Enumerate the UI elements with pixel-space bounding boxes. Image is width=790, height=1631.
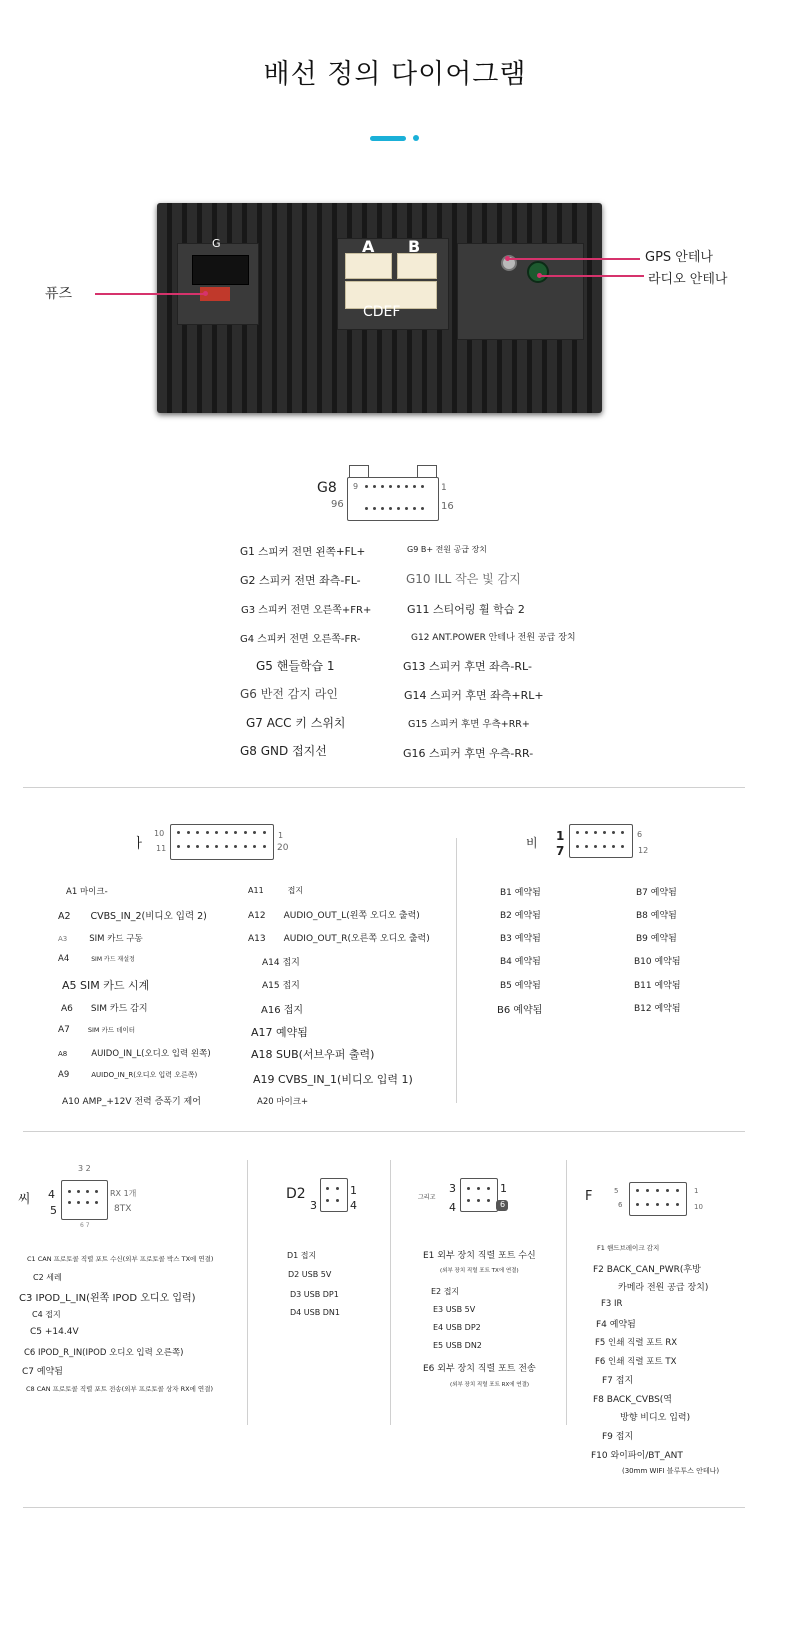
section-divider bbox=[23, 787, 745, 788]
connector-pin bbox=[206, 831, 209, 834]
g-item: G3 스피커 전면 오른쪽+FR+ bbox=[241, 605, 372, 616]
c-item: C5 +14.4V bbox=[30, 1327, 79, 1337]
a-item: A3 SIM 카드 구동 bbox=[58, 934, 143, 944]
connector-pin bbox=[676, 1203, 679, 1206]
a-item: A17 예약됨 bbox=[251, 1026, 308, 1039]
connector-pin bbox=[467, 1199, 470, 1202]
connector-b-socket bbox=[397, 253, 437, 279]
connector-pin bbox=[373, 485, 376, 488]
d-pin-1: 1 bbox=[350, 1184, 357, 1197]
f-pin-6: 6 bbox=[618, 1201, 623, 1209]
b-item: B3 예약됨 bbox=[500, 934, 541, 944]
connector-pin bbox=[225, 845, 228, 848]
connector-pin bbox=[576, 845, 579, 848]
b-item: B1 예약됨 bbox=[500, 888, 541, 898]
fuse-label: 퓨즈 bbox=[45, 286, 73, 302]
connector-pin bbox=[177, 845, 180, 848]
connector-pin bbox=[263, 845, 266, 848]
b-item: B9 예약됨 bbox=[636, 934, 677, 944]
connector-pin bbox=[405, 485, 408, 488]
connector-pin bbox=[234, 831, 237, 834]
connector-pin bbox=[381, 507, 384, 510]
connector-pin bbox=[421, 507, 424, 510]
f-pin-5: 5 bbox=[614, 1187, 619, 1195]
a-connector-diagram bbox=[170, 824, 274, 860]
column-divider bbox=[390, 1160, 391, 1425]
page-title: 배선 정의 다이어그램 bbox=[263, 59, 527, 90]
f-item: F5 인쇄 직렬 포트 RX bbox=[595, 1338, 678, 1348]
connector-pin bbox=[177, 831, 180, 834]
g-item: G16 스피커 후면 우측-RR- bbox=[403, 747, 534, 760]
a-pin-11: 11 bbox=[156, 844, 167, 853]
connector-pin bbox=[594, 845, 597, 848]
e-item: E5 USB DN2 bbox=[433, 1341, 482, 1350]
a-item: A18 SUB(서브우퍼 출력) bbox=[251, 1048, 375, 1061]
e-pin-4: 4 bbox=[449, 1201, 456, 1214]
b-item: B8 예약됨 bbox=[636, 911, 677, 921]
c-connector-name: 씨 bbox=[18, 1192, 31, 1207]
connector-pin bbox=[612, 831, 615, 834]
photo-label-a: A bbox=[362, 237, 375, 256]
a-item: A10 AMP_+12V 전력 증폭기 제어 bbox=[62, 1097, 201, 1107]
a-item: A9 AUIDO_IN_R(오디오 입력 오른쪽) bbox=[58, 1070, 198, 1080]
e-item: E3 USB 5V bbox=[433, 1305, 476, 1314]
connector-pin bbox=[206, 845, 209, 848]
c-pin-5: 5 bbox=[50, 1204, 57, 1217]
radio-socket bbox=[527, 261, 549, 283]
g-pin-16: 16 bbox=[441, 501, 454, 512]
b-pin-12: 12 bbox=[638, 846, 649, 855]
f-item-note: 카메라 전원 공급 장치) bbox=[618, 1283, 709, 1293]
a-item: A11 접지 bbox=[248, 886, 304, 895]
d-connector-diagram bbox=[320, 1178, 348, 1212]
a-item: A13 AUDIO_OUT_R(오른쪽 오디오 출력) bbox=[248, 934, 430, 944]
connector-pin bbox=[397, 485, 400, 488]
b-connector-name: 비 bbox=[526, 836, 538, 850]
connector-pin bbox=[477, 1199, 480, 1202]
connector-pin bbox=[365, 485, 368, 488]
c-pin-top: 3 2 bbox=[78, 1164, 91, 1173]
connector-pin bbox=[68, 1190, 71, 1193]
f-item: F9 접지 bbox=[602, 1432, 634, 1442]
c-connector-diagram bbox=[61, 1180, 108, 1220]
radio-pointer-line bbox=[540, 275, 644, 277]
photo-label-g: G bbox=[212, 237, 221, 250]
connector-pin bbox=[187, 845, 190, 848]
connector-pin bbox=[95, 1201, 98, 1204]
b-item: B4 예약됨 bbox=[500, 957, 541, 967]
connector-pin bbox=[594, 831, 597, 834]
a-item: A5 SIM 카드 시계 bbox=[62, 979, 150, 992]
f-item: F1 핸드브레이크 감지 bbox=[597, 1244, 660, 1252]
a-item: A2 CVBS_IN_2(비디오 입력 2) bbox=[58, 911, 207, 922]
connector-pin bbox=[244, 831, 247, 834]
c-item: C8 CAN 프로토콜 직렬 포트 전송(외부 프로토콜 상자 RX에 연결) bbox=[26, 1385, 214, 1393]
connector-pin bbox=[666, 1189, 669, 1192]
c-item: C7 예약됨 bbox=[22, 1367, 63, 1377]
e-item: E2 접지 bbox=[431, 1287, 460, 1296]
connector-pin bbox=[656, 1203, 659, 1206]
connector-pin bbox=[95, 1190, 98, 1193]
connector-pin bbox=[585, 831, 588, 834]
e-pin-3: 3 bbox=[449, 1182, 456, 1195]
f-pin-10: 10 bbox=[694, 1203, 703, 1211]
connector-pin bbox=[487, 1187, 490, 1190]
g-connector-socket bbox=[192, 255, 249, 285]
c-pin-4: 4 bbox=[48, 1188, 55, 1201]
e-pin-1: 1 bbox=[500, 1182, 507, 1195]
f-connector-name: F bbox=[585, 1189, 593, 1204]
e-item-note: (외부 장치 직렬 포트 RX에 연결) bbox=[450, 1382, 530, 1388]
connector-pin bbox=[413, 485, 416, 488]
g-connector-name: G8 bbox=[317, 480, 337, 496]
d-pin-4: 4 bbox=[350, 1199, 357, 1212]
f-item: F8 BACK_CVBS(역 bbox=[593, 1395, 672, 1405]
g-item: G13 스피커 후면 좌측-RL- bbox=[403, 660, 532, 673]
connector-pin bbox=[253, 845, 256, 848]
connector-pin bbox=[612, 845, 615, 848]
f-item: F4 예약됨 bbox=[596, 1320, 636, 1330]
g-item: G6 반전 감지 라인 bbox=[240, 687, 338, 701]
connector-pin bbox=[413, 507, 416, 510]
connector-pin bbox=[585, 845, 588, 848]
e-item-note: (외부 장치 직렬 포트 TX에 연결) bbox=[440, 1268, 519, 1274]
connector-pin bbox=[646, 1203, 649, 1206]
connector-pin bbox=[187, 831, 190, 834]
connector-pin bbox=[636, 1189, 639, 1192]
a-item: A19 CVBS_IN_1(비디오 입력 1) bbox=[253, 1073, 413, 1086]
connector-pin bbox=[196, 845, 199, 848]
a-item: A15 접지 bbox=[262, 981, 300, 991]
f-item: F7 접지 bbox=[602, 1376, 634, 1386]
b-pin-6: 6 bbox=[637, 830, 643, 839]
d-item: D2 USB 5V bbox=[288, 1270, 332, 1279]
section-divider bbox=[23, 1507, 745, 1508]
connector-pin bbox=[576, 831, 579, 834]
f-item: F10 와이파이/BT_ANT bbox=[591, 1451, 683, 1461]
e-connector-diagram bbox=[460, 1178, 498, 1212]
g-item: G9 B+ 전원 공급 장치 bbox=[407, 545, 488, 554]
connector-pin bbox=[326, 1199, 329, 1202]
a-pin-20: 20 bbox=[277, 843, 289, 853]
b-item: B2 예약됨 bbox=[500, 911, 541, 921]
a-item: A6 SIM 카드 감지 bbox=[61, 1004, 148, 1014]
c-item: C4 접지 bbox=[32, 1310, 61, 1319]
f-pin-1: 1 bbox=[694, 1187, 699, 1195]
connector-pin bbox=[215, 831, 218, 834]
a-pin-1: 1 bbox=[278, 831, 284, 840]
b-pin-1: 1 bbox=[556, 829, 565, 843]
a-item: A7 SIM 카드 데이터 bbox=[58, 1025, 136, 1035]
f-item-note: 방향 비디오 입력) bbox=[620, 1413, 691, 1423]
b-item: B11 예약됨 bbox=[634, 981, 681, 991]
d-connector-name: D2 bbox=[286, 1186, 306, 1202]
a-connector-name: ㅏ bbox=[132, 836, 146, 852]
g-item: G1 스피커 전면 왼쪽+FL+ bbox=[240, 546, 366, 558]
connector-pin bbox=[467, 1187, 470, 1190]
connector-pin bbox=[86, 1201, 89, 1204]
section-divider bbox=[23, 1131, 745, 1132]
b-pin-7: 7 bbox=[556, 844, 565, 858]
head-unit-rear-photo bbox=[157, 203, 602, 413]
g-item: G8 GND 접지선 bbox=[240, 744, 327, 758]
connector-pin bbox=[336, 1187, 339, 1190]
connector-pin bbox=[603, 845, 606, 848]
g-item: G14 스피커 후면 좌측+RL+ bbox=[404, 689, 544, 702]
e-item: E6 외부 장치 직렬 포트 전송 bbox=[423, 1364, 536, 1374]
title-accent-bar bbox=[370, 136, 406, 141]
f-item: F6 인쇄 직렬 포트 TX bbox=[595, 1357, 677, 1367]
g-item: G2 스피커 전면 좌측-FL- bbox=[240, 574, 361, 587]
c-item: C6 IPOD_R_IN(IPOD 오디오 입력 오른쪽) bbox=[24, 1348, 184, 1358]
g-item: G5 핸들학습 1 bbox=[256, 659, 335, 673]
fuse-pointer-line bbox=[95, 293, 205, 295]
connector-pin bbox=[656, 1189, 659, 1192]
b-item: B12 예약됨 bbox=[634, 1004, 681, 1014]
connector-pin bbox=[646, 1189, 649, 1192]
a-item: A16 접지 bbox=[261, 1005, 304, 1016]
gps-label: GPS 안테나 bbox=[645, 250, 713, 265]
d-item: D4 USB DN1 bbox=[290, 1308, 340, 1317]
connector-pin bbox=[326, 1187, 329, 1190]
e-item: E4 USB DP2 bbox=[433, 1323, 481, 1332]
photo-label-b: B bbox=[408, 237, 421, 256]
c-item: C1 CAN 프로토콜 직렬 포트 수신(외부 프로토콜 박스 TX에 연결) bbox=[27, 1255, 214, 1263]
connector-pin bbox=[636, 1203, 639, 1206]
connector-pin bbox=[365, 507, 368, 510]
e-connector-name: 그리고 bbox=[418, 1194, 436, 1201]
d-pin-3: 3 bbox=[310, 1199, 317, 1212]
g-item: G10 ILL 작은 빛 감지 bbox=[406, 572, 521, 586]
connector-pin bbox=[621, 831, 624, 834]
gps-pointer-line bbox=[508, 258, 640, 260]
g-pin-96: 96 bbox=[331, 499, 344, 510]
photo-label-cdef: CDEF bbox=[363, 304, 401, 320]
connector-pin bbox=[389, 507, 392, 510]
f-item: F3 IR bbox=[601, 1299, 623, 1309]
c-item: C3 IPOD_L_IN(왼쪽 IPOD 오디오 입력) bbox=[19, 1293, 196, 1304]
column-divider bbox=[247, 1160, 248, 1425]
b-item: B6 예약됨 bbox=[497, 1005, 543, 1016]
connector-pin bbox=[253, 831, 256, 834]
connector-pin bbox=[373, 507, 376, 510]
title-accent-dot bbox=[413, 135, 419, 141]
connector-pin bbox=[421, 485, 424, 488]
connector-pin bbox=[77, 1190, 80, 1193]
a-item: A12 AUDIO_OUT_L(왼쪽 오디오 출력) bbox=[248, 911, 420, 921]
connector-pin bbox=[405, 507, 408, 510]
connector-pin bbox=[666, 1203, 669, 1206]
e-pin-6: 6 bbox=[500, 1200, 506, 1209]
c-pin-rx: RX 1개 bbox=[110, 1189, 137, 1198]
b-connector-diagram bbox=[569, 824, 633, 858]
g-connector-diagram bbox=[347, 477, 439, 521]
connector-pin bbox=[234, 845, 237, 848]
d-item: D3 USB DP1 bbox=[290, 1290, 339, 1299]
connector-pin bbox=[381, 485, 384, 488]
g-item: G4 스피커 전면 오른쪽-FR- bbox=[240, 634, 361, 645]
a-pin-10: 10 bbox=[154, 829, 165, 838]
connector-pin bbox=[389, 485, 392, 488]
radio-label: 라디오 안테나 bbox=[648, 272, 728, 287]
g-pin-9: 9 bbox=[353, 482, 359, 491]
column-divider bbox=[456, 838, 457, 1103]
connector-pin bbox=[477, 1187, 480, 1190]
column-divider bbox=[566, 1160, 567, 1425]
connector-pin bbox=[244, 845, 247, 848]
g-item: G12 ANT.POWER 안테나 전원 공급 장치 bbox=[411, 633, 576, 643]
b-item: B5 예약됨 bbox=[500, 981, 541, 991]
connector-pin bbox=[263, 831, 266, 834]
b-item: B10 예약됨 bbox=[634, 957, 681, 967]
a-item: A1 마이크- bbox=[66, 887, 108, 897]
connector-pin bbox=[86, 1190, 89, 1193]
a-item: A4 SIM 카드 재설정 bbox=[58, 954, 135, 964]
c-pin-tx: 8TX bbox=[114, 1204, 132, 1214]
connector-pin bbox=[603, 831, 606, 834]
c-item: C2 세레 bbox=[33, 1273, 62, 1282]
b-item: B7 예약됨 bbox=[636, 888, 677, 898]
connector-a-socket bbox=[345, 253, 392, 279]
connector-pin bbox=[336, 1199, 339, 1202]
connector-pin bbox=[397, 507, 400, 510]
a-item: A20 마이크+ bbox=[257, 1097, 309, 1107]
connector-pin bbox=[225, 831, 228, 834]
d-item: D1 접지 bbox=[287, 1251, 317, 1260]
a-item: A14 접지 bbox=[262, 958, 300, 968]
f-item: F2 BACK_CAN_PWR(후방 bbox=[593, 1265, 701, 1275]
connector-pin bbox=[621, 845, 624, 848]
connector-pin bbox=[68, 1201, 71, 1204]
c-pin-bottom: 6 7 bbox=[80, 1222, 90, 1229]
a-item: A8 AUIDO_IN_L(오디오 입력 왼쪽) bbox=[58, 1049, 211, 1059]
e-item: E1 외부 장치 직렬 포트 수신 bbox=[423, 1251, 536, 1261]
g-item: G11 스티어링 휠 학습 2 bbox=[407, 603, 525, 616]
g-pin-1: 1 bbox=[441, 483, 447, 493]
connector-pin bbox=[215, 845, 218, 848]
f-item-note: (30mm WIFI 블루투스 안테나) bbox=[622, 1467, 720, 1475]
g-item: G7 ACC 키 스위치 bbox=[246, 716, 346, 730]
connector-pin bbox=[676, 1189, 679, 1192]
connector-pin bbox=[196, 831, 199, 834]
g-item: G15 스피커 후면 우측+RR+ bbox=[408, 719, 530, 730]
connector-pin bbox=[77, 1201, 80, 1204]
f-connector-diagram bbox=[629, 1182, 687, 1216]
connector-pin bbox=[487, 1199, 490, 1202]
